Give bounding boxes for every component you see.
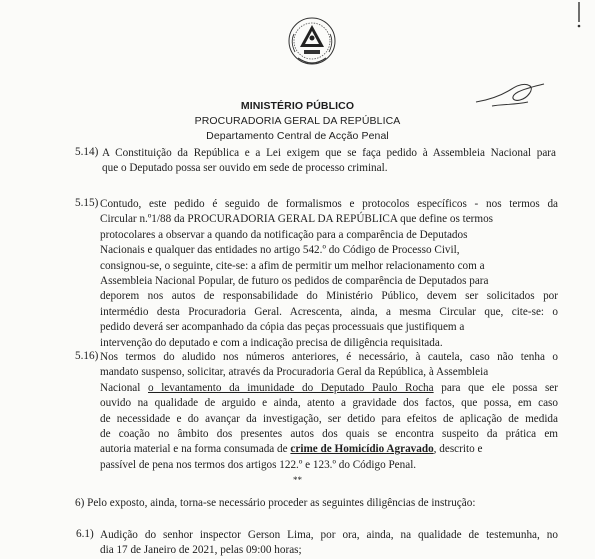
section-5-15-line: Circular n.º1/88 da PROCURADORIA GERAL DA REPÚBLICA que define os termos	[100, 213, 494, 226]
section-number-6-1: 6.1)	[76, 528, 94, 540]
section-number-5-15: 5.15)	[75, 197, 99, 209]
header-ministry: MINISTÉRIO PÚBLICO	[240, 100, 355, 112]
text-fragment: para que ele possa ser	[433, 381, 558, 394]
underlined-immunity-request: o levantamento da imunidade do Deputado Paulo Rocha	[148, 381, 434, 394]
section-5-15-line: intermédio desta Procuradoria Geral. Acrescenta, ainda, a mesma Circular que, cite-se: o	[100, 305, 558, 318]
section-5-14	[102, 146, 556, 177]
section-5-15-line: intervenção do deputado e com a indicação precisa de diligência requisitada.	[100, 336, 443, 349]
section-5-16-line: de coação no âmbito dos presentes autos dos quais se encontra suspeito da prática em	[100, 428, 558, 441]
handwritten-signature	[474, 78, 546, 112]
section-6: 6) Pelo exposto, ainda, torna-se necessário proceder as seguintes diligências de instrução:	[75, 497, 476, 509]
text-fragment: autoria material e na forma consumada de	[100, 443, 291, 456]
section-6-1-line: Audição do senhor inspector Gerson Lima, por ora, ainda, na qualidade de testemunha, no	[100, 529, 558, 541]
section-5-16-line: passível de pena nos termos dos artigos 122.º e 123.º do Código Penal.	[100, 458, 417, 471]
section-6-1	[100, 528, 558, 559]
section-5-15-line: Contudo, este pedido é seguido de formalismos e protocolos específicos - nos termos da	[100, 198, 558, 210]
section-5-15-line: pedido deverá ser acompanhado da cópia das peças processuais que justifiquem a	[100, 321, 465, 334]
header-department: Departamento Central de Acção Penal	[206, 130, 389, 142]
section-5-16	[100, 350, 558, 473]
section-number-5-14: 5.14)	[75, 146, 99, 158]
text-fragment: , descrito e	[433, 443, 483, 456]
coat-of-arms-seal	[286, 12, 338, 78]
section-5-15-line: Assembleia Nacional Popular, de futuro os pedidos de comparência de Deputados para	[100, 275, 489, 288]
section-5-15-line: consignou-se, o seguinte, cite-se: a afim de permitir um melhor relacionamento com a	[100, 259, 485, 272]
section-5-14-line: que o Deputado possa ser ouvido em sede de processo criminal.	[102, 162, 388, 175]
section-5-14-line: A Constituição da República e a Lei exigem que se faça pedido à Assembleia Nacional para	[102, 147, 556, 159]
section-5-16-line	[100, 442, 558, 457]
section-5-15-line: Nacionais e qualquer das entidades no artigo 542.º do Código de Processo Civil,	[100, 244, 460, 257]
section-5-15-line: protocolares a observar a quando da notificação para a comparência de Deputados	[100, 228, 468, 241]
section-5-16-line: de necessidade e do avançar da investigação, ser detido para efeitos de aplicação de medida	[100, 412, 558, 425]
section-5-16-line	[100, 381, 558, 396]
section-6-1-line: dia 17 de Janeiro de 2021, pelas 09:00 horas;	[100, 544, 302, 557]
section-5-15-line: deporem nos autos de responsabilidade do Ministério Público, devem ser solicitados por	[100, 290, 558, 303]
section-5-16-line: Nos termos do aludido nos números anteriores, é necessário, à cautela, caso não tenha o	[100, 351, 558, 363]
section-5-16-line: mandato suspenso, solicitar, através da Procuradoria Geral da República, à Assembleia	[100, 366, 489, 379]
text-fragment: Nacional	[100, 381, 148, 394]
bold-crime-name: crime de Homicídio Agravado	[290, 443, 434, 456]
section-number-5-16: 5.16)	[75, 350, 99, 362]
section-separator: **	[293, 475, 302, 485]
corner-mark	[572, 0, 586, 30]
section-5-15	[100, 197, 558, 351]
header-procuradoria: PROCURADORIA GERAL DA REPÚBLICA	[194, 115, 401, 127]
section-5-16-line: ouvido na qualidade de arguido e ainda, atento a gravidade dos factos, que possa, em caso	[100, 397, 558, 410]
